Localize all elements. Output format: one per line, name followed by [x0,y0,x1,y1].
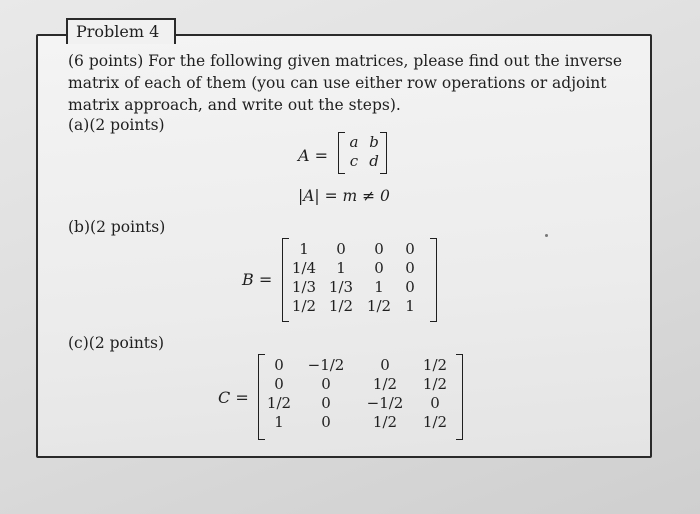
matrix-b-row [286,297,422,316]
matrix-c-cell: 1/2 [422,413,448,431]
problem-tab: Problem 4 [66,18,176,44]
matrix-b-row [286,259,422,278]
determinant-a: |A| = m ≠ 0 [298,187,390,205]
matrix-c-row [262,413,456,432]
matrix-a [344,133,384,171]
matrix-c-row [262,375,456,394]
matrix-b-cell: 0 [374,240,384,258]
matrix-c-right-bracket [456,354,463,440]
part-c-label: (c)(2 points) [68,334,165,352]
matrix-a-name: A = [298,146,329,165]
matrix-b-cell: 1 [405,297,415,315]
matrix-b-row [286,278,422,297]
matrix-c-cell: 0 [430,394,440,412]
matrix-b-cell: 1/2 [366,297,392,315]
matrix-b-cell: 1 [299,240,309,258]
matrix-c-cell: −1/2 [366,394,404,412]
matrix-b-cell: 0 [336,240,346,258]
matrix-b-cell: 1/2 [328,297,354,315]
matrix-b-right-bracket [430,238,437,322]
matrix-b-name: B = [242,270,273,289]
matrix-c-cell: 1/2 [372,375,398,393]
matrix-b-cell: 0 [405,240,415,258]
stray-mark [545,234,548,237]
matrix-b-cell: 0 [374,259,384,277]
matrix-a-row [344,133,384,152]
matrix-b-cell: 0 [405,259,415,277]
matrix-a-row [344,152,384,171]
problem-statement: (6 points) For the following given matrices, please find out the inverse matrix of each of them (you can use either row operations or adjoint matrix approach, and write out the steps). [68,52,623,114]
matrix-b-cell: 1/4 [291,259,317,277]
matrix-c-cell: 1 [274,413,284,431]
matrix-b-cell: 1/3 [328,278,354,296]
matrix-c-name: C = [218,388,249,407]
matrix-b-cell: 1/3 [291,278,317,296]
matrix-c-cell: 1/2 [266,394,292,412]
matrix-b-cell: 1 [336,259,346,277]
part-a-label: (a)(2 points) [68,116,165,134]
part-b-label: (b)(2 points) [68,218,166,236]
matrix-c-row [262,394,456,413]
matrix-b-cell: 1/2 [291,297,317,315]
matrix-c-cell: 1/2 [422,356,448,374]
matrix-c-cell: 0 [274,375,284,393]
matrix-c-cell: 0 [380,356,390,374]
matrix-c-cell: 0 [321,375,331,393]
matrix-c-cell: 1/2 [422,375,448,393]
matrix-a-cell: d [369,152,379,170]
matrix-b [286,240,422,316]
matrix-c-row [262,356,456,375]
matrix-c-cell: 0 [321,413,331,431]
matrix-c-cell: 1/2 [372,413,398,431]
matrix-c-cell: 0 [321,394,331,412]
matrix-b-cell: 0 [405,278,415,296]
matrix-c-cell: 0 [274,356,284,374]
matrix-c [262,356,456,432]
matrix-a-cell: c [349,152,359,170]
matrix-a-cell: b [369,133,379,151]
matrix-c-cell: −1/2 [307,356,345,374]
matrix-b-row [286,240,422,259]
matrix-a-right-bracket [380,132,387,174]
matrix-a-cell: a [349,133,359,151]
matrix-b-cell: 1 [374,278,384,296]
